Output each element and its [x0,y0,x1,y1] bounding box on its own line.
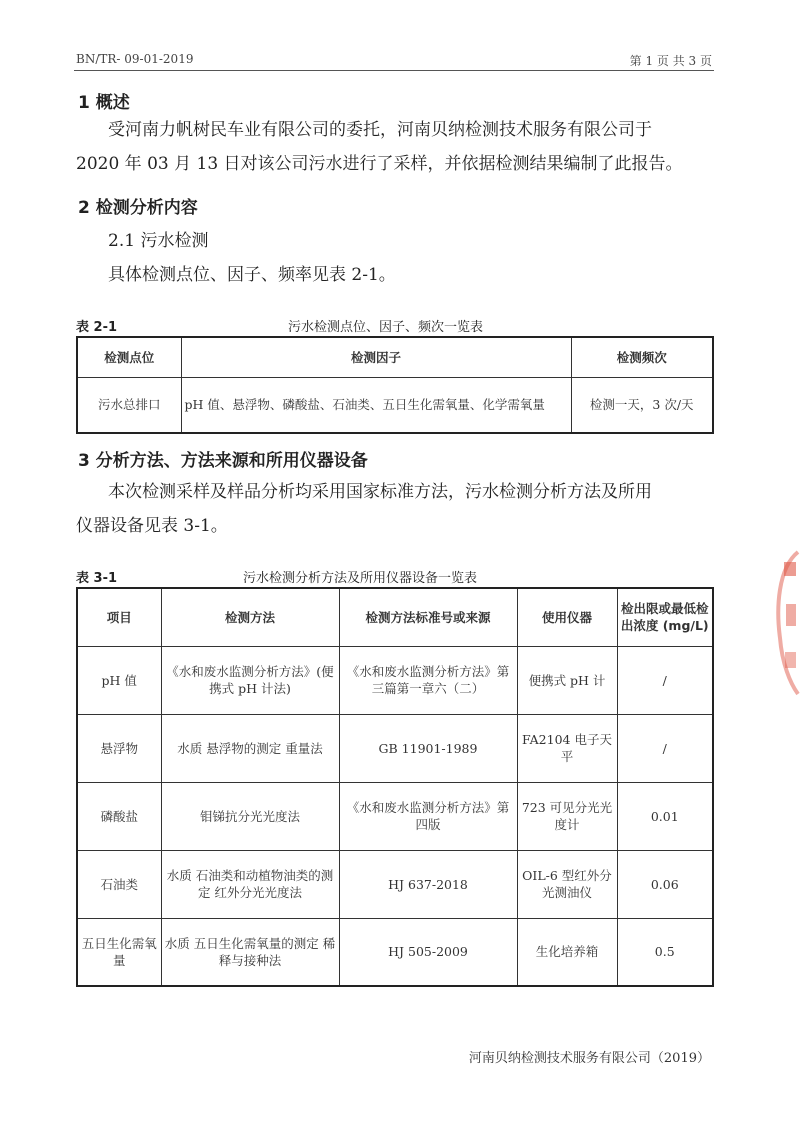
table-row [77,377,713,433]
table-row [77,850,713,918]
table-cell: pH 值 [77,646,161,714]
table2-header-cell: 检测方法标准号或来源 [339,588,517,646]
table-cell: 污水总排口 [77,377,181,433]
table-cell: 水质 悬浮物的测定 重量法 [161,714,339,782]
section1-paragraph-line1: 受河南力帆树民车业有限公司的委托，河南贝纳检测技术服务有限公司于 [108,120,652,140]
table-cell: 五日生化需氧量 [77,918,161,986]
table-cell: HJ 637-2018 [339,850,517,918]
table-cell: 水质 石油类和动植物油类的测定 红外分光光度法 [161,850,339,918]
footer-company: 河南贝纳检测技术服务有限公司（2019） [468,1051,710,1066]
table-cell: 0.01 [617,782,713,850]
table-row [77,918,713,986]
table1-header-cell: 检测点位 [77,337,181,377]
table-cell: / [617,646,713,714]
table-cell: 《水和废水监测分析方法》第四版 [339,782,517,850]
table1-caption: 污水检测点位、因子、频次一览表 [288,320,484,335]
table-cell: GB 11901-1989 [339,714,517,782]
table-cell: FA2104 电子天平 [517,714,617,782]
table2-header-cell: 检测方法 [161,588,339,646]
table2-header-row [77,588,713,646]
table2-header-cell: 项目 [77,588,161,646]
table-cell: 《水和废水监测分析方法》(便携式 pH 计法) [161,646,339,714]
table-cell: HJ 505-2009 [339,918,517,986]
table-3-1 [76,587,714,987]
table-cell: 0.5 [617,918,713,986]
table-cell: / [617,714,713,782]
table-cell: 生化培养箱 [517,918,617,986]
table1-header-row [77,337,713,377]
table-cell: OIL-6 型红外分光测油仪 [517,850,617,918]
table-cell: 《水和废水监测分析方法》第三篇第一章六（二） [339,646,517,714]
table-cell: 悬浮物 [77,714,161,782]
table-2-1 [76,336,714,434]
page-counter: 第 1 页 共 3 页 [629,54,712,68]
header-divider [74,70,714,71]
document-number: BN/TR- 09-01-2019 [76,52,194,66]
table-cell: 石油类 [77,850,161,918]
section2-title: 2 检测分析内容 [78,198,198,218]
table2-label: 表 3-1 [76,571,118,586]
table-cell: 便携式 pH 计 [517,646,617,714]
section2-paragraph: 具体检测点位、因子、频率见表 2-1。 [108,265,396,285]
section2-subtitle: 2.1 污水检测 [108,231,209,251]
section3-title: 3 分析方法、方法来源和所用仪器设备 [78,451,368,471]
section3-paragraph-line2: 仪器设备见表 3-1。 [76,516,228,536]
section3-paragraph-line1: 本次检测采样及样品分析均采用国家标准方法，污水检测分析方法及所用 [108,482,652,502]
table2-caption: 污水检测分析方法及所用仪器设备一览表 [243,571,478,586]
table-row [77,714,713,782]
table-cell: pH 值、悬浮物、磷酸盐、石油类、五日生化需氧量、化学需氧量 [181,377,571,433]
red-seal-stamp [770,548,800,698]
table2-header-cell: 检出限或最低检出浓度 (mg/L) [617,588,713,646]
section1-paragraph-line2: 2020 年 03 月 13 日对该公司污水进行了采样，并依据检测结果编制了此报告。 [76,154,683,174]
section1-title: 1 概述 [78,93,130,113]
table-row [77,782,713,850]
table-row [77,646,713,714]
table1-header-cell: 检测因子 [181,337,571,377]
table-cell: 钼锑抗分光光度法 [161,782,339,850]
table-cell: 0.06 [617,850,713,918]
table-cell: 磷酸盐 [77,782,161,850]
table1-label: 表 2-1 [76,320,118,335]
table1-header-cell: 检测频次 [571,337,713,377]
table-cell: 水质 五日生化需氧量的测定 稀释与接种法 [161,918,339,986]
table-cell: 检测一天，3 次/天 [571,377,713,433]
table2-header-cell: 使用仪器 [517,588,617,646]
table-cell: 723 可见分光光度计 [517,782,617,850]
